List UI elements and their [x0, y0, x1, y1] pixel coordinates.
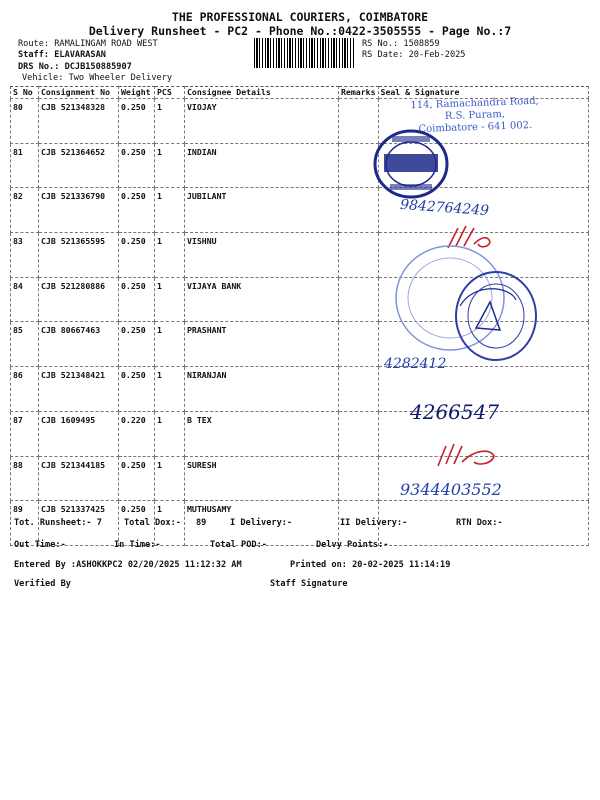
row-consignee: NIRANJAN [185, 367, 339, 412]
row-pcs: 1 [155, 143, 185, 188]
row-consignment: CJB 521344185 [39, 456, 119, 501]
red-initials-icon [434, 438, 498, 470]
total-dox-label: Total Dox:- [124, 518, 181, 528]
row-pcs: 1 [155, 367, 185, 412]
row-consignment: CJB 80667463 [39, 322, 119, 367]
total-pod: Total POD:- [210, 540, 267, 550]
drs-number: DRS No.: DCJB150885907 [18, 62, 132, 72]
row-sno: 80 [11, 99, 39, 144]
col-remarks: Remarks [339, 87, 379, 99]
handwritten-phone-87: 4266547 [410, 400, 500, 424]
row-consignee: VISHNU [185, 233, 339, 278]
row-remarks [339, 322, 379, 367]
company-title: THE PROFESSIONAL COURIERS, COIMBATORE [171, 10, 429, 24]
row-consignee: VIJAYA BANK [185, 277, 339, 322]
row-remarks [339, 277, 379, 322]
row-pcs: 1 [155, 233, 185, 278]
row-weight: 0.220 [119, 411, 155, 456]
row-consignment: CJB 521365595 [39, 233, 119, 278]
row-pcs: 1 [155, 188, 185, 233]
route-label: Route: RAMALINGAM ROAD WEST [18, 39, 158, 49]
row-consignment: CJB 521337425 [39, 501, 119, 546]
col-seal-signature: Seal & Signature [378, 87, 588, 99]
row-sno: 82 [11, 188, 39, 233]
col-sno: S No [11, 87, 39, 99]
staff-signature: Staff Signature [270, 579, 348, 589]
vehicle-label: Vehicle: Two Wheeler Delivery [22, 73, 173, 83]
runsheet-subtitle: Delivery Runsheet - PC2 - Phone No.:0422-3505555 - Page No.:7 [88, 24, 512, 38]
row-consignee: JUBILANT [185, 188, 339, 233]
row-weight: 0.250 [119, 143, 155, 188]
row-sno: 84 [11, 277, 39, 322]
row-consignment: CJB 521364652 [39, 143, 119, 188]
rtn-dox: RTN Dox:- [456, 518, 503, 528]
rs-date: RS Date: 20-Feb-2025 [362, 50, 466, 60]
row-pcs: 1 [155, 322, 185, 367]
col-consignment: Consignment No [39, 87, 119, 99]
table-row [11, 367, 589, 412]
total-dox-value: 89 [196, 518, 207, 528]
handwritten-phone-82: 9842764249 [399, 196, 490, 220]
row-remarks [339, 411, 379, 456]
company-round-stamp-icon [390, 242, 550, 370]
row-consignment: CJB 1609495 [39, 411, 119, 456]
table-row [11, 456, 589, 501]
stamp-line-1: 114, Ramachandra Road, [410, 95, 539, 112]
table-row [11, 143, 589, 188]
rs-number: RS No.: 1508859 [362, 39, 440, 49]
out-time: Out Time:- [14, 540, 66, 550]
row-weight: 0.250 [119, 456, 155, 501]
row-weight: 0.250 [119, 367, 155, 412]
printed-on: Printed on: 20-02-2025 11:14:19 [290, 560, 451, 570]
barcode [254, 38, 354, 68]
verified-by: Verified By [14, 579, 71, 589]
row-sno: 86 [11, 367, 39, 412]
row-weight: 0.250 [119, 188, 155, 233]
row-sno: 83 [11, 233, 39, 278]
row-consignee: SURESH [185, 456, 339, 501]
handwritten-phone-89: 9344403552 [400, 480, 502, 499]
row-weight: 0.250 [119, 322, 155, 367]
row-pcs: 1 [155, 99, 185, 144]
row-pcs: 1 [155, 277, 185, 322]
row-weight: 0.250 [119, 233, 155, 278]
row-consignment: CJB 521348421 [39, 367, 119, 412]
row-remarks [339, 456, 379, 501]
table-row [11, 411, 589, 456]
i-delivery: I Delivery:- [230, 518, 293, 528]
row-consignee: PRASHANT [185, 322, 339, 367]
row-consignee: B TEX [185, 411, 339, 456]
row-weight: 0.250 [119, 277, 155, 322]
stamp-line-3: Coimbatore - 641 002. [418, 120, 533, 135]
stamp-line-2: R.S. Puram, [444, 108, 506, 123]
row-sno: 81 [11, 143, 39, 188]
row-remarks [339, 233, 379, 278]
row-consignee: INDIAN [185, 143, 339, 188]
row-sno: 88 [11, 456, 39, 501]
delvy-points: Delvy Points:- [316, 540, 389, 550]
round-seal-icon [372, 128, 450, 200]
ii-delivery: II Delivery:- [340, 518, 408, 528]
row-consignment: CJB 521348328 [39, 99, 119, 144]
row-pcs: 1 [155, 456, 185, 501]
row-sno: 87 [11, 411, 39, 456]
row-weight: 0.250 [119, 99, 155, 144]
row-sno: 85 [11, 322, 39, 367]
in-time: In Time:- [114, 540, 161, 550]
col-weight: Weight [119, 87, 155, 99]
row-sno: 89 [11, 501, 39, 546]
row-weight: 0.250 [119, 501, 155, 546]
row-pcs: 1 [155, 501, 185, 546]
row-consignee: VIOJAY [185, 99, 339, 144]
row-consignee: MUTHUSAMY [185, 501, 339, 546]
handwritten-phone-86: 4282412 [384, 356, 447, 372]
row-pcs: 1 [155, 411, 185, 456]
row-remarks [339, 367, 379, 412]
col-pcs: PCS [155, 87, 185, 99]
row-consignment: CJB 521280886 [39, 277, 119, 322]
col-consignee: Consignee Details [185, 87, 339, 99]
table-row [11, 188, 589, 233]
tot-runsheet: Tot. Runsheet:- 7 [14, 518, 102, 528]
staff-label: Staff: ELAVARASAN [18, 50, 106, 60]
entered-by: Entered By :ASHOKKPC2 02/20/2025 11:12:32 AM [14, 560, 242, 570]
row-consignment: CJB 521336790 [39, 188, 119, 233]
